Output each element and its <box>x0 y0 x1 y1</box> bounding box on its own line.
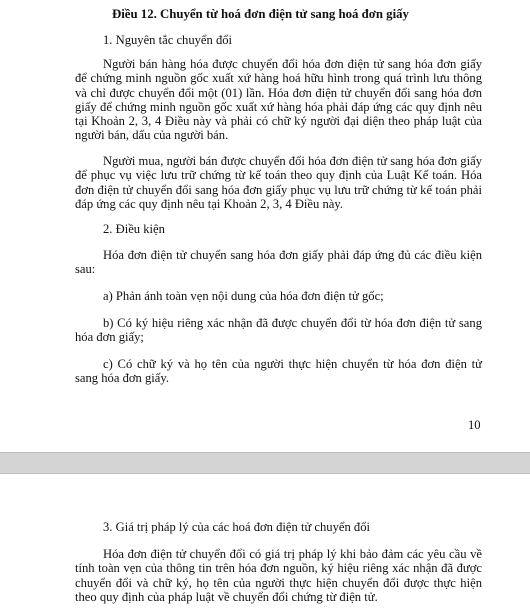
section-2-paragraph-block <box>75 248 482 277</box>
section-1-paragraph-1-block <box>75 57 482 143</box>
section-1-heading-block <box>75 33 482 47</box>
page-number: 10 <box>468 418 481 432</box>
document-page-2 <box>0 474 530 614</box>
condition-item-a: a) Phản ánh toàn vẹn nội dung của hóa đơn điện tử gốc; <box>103 289 384 303</box>
section-3-paragraph-block <box>75 547 482 604</box>
section-3-heading: 3. Giá trị pháp lý của các hoá đơn điện tử chuyển đổi <box>103 520 371 534</box>
section-2-paragraph: Hóa đơn điện tử chuyển sang hóa đơn giấy phải đáp ứng đủ các điều kiện sau: <box>75 248 482 277</box>
section-1-paragraph-2-block <box>75 154 482 211</box>
section-2-heading-block <box>75 222 482 236</box>
article-title: Điều 12. Chuyển từ hoá đơn điện tử sang hoá đơn giấy <box>112 7 409 21</box>
page-break-gap <box>0 452 530 474</box>
section-1-paragraph-1: Người bán hàng hóa được chuyển đổi hóa đơn điện tử sang hóa đơn giấy để chứng minh nguồn gốc xuất xứ hàng hoá hữu hình trong quá trình lưu thông và chỉ được chuyển đổi một (01) lần. Hóa đơn điện tử chuyển đổi sang hóa đơn giấy để chứng minh nguồn gốc xuất xứ hàng hóa phải đáp ứng các quy định nêu tại Khoản 2, 3, 4 Điều này và phải có chữ ký người đại diện theo pháp luật của người bán, dấu của người bán. <box>75 57 482 143</box>
section-1-heading: 1. Nguyên tắc chuyển đổi <box>103 33 233 47</box>
section-2-heading: 2. Điều kiện <box>103 222 165 236</box>
section-1-paragraph-2: Người mua, người bán được chuyển đổi hóa đơn điện tử sang hóa đơn giấy để phục vụ việc lưu trữ chứng từ kế toán theo quy định của Luật Kế toán. Hóa đơn điện tử chuyển đổi sang hóa đơn giấy phục vụ lưu trữ chứng từ kế toán phải đáp ứng các quy định nêu tại Khoản 2, 3, 4 Điều này. <box>75 154 482 211</box>
section-3-paragraph: Hóa đơn điện tử chuyển đổi có giá trị pháp lý khi bảo đảm các yêu cầu về tính toàn vẹn của thông tin trên hóa đơn nguồn, ký hiệu riêng xác nhận đã được chuyển đổi và chữ ký, họ tên của người thực hiện chuyển đổi được thực hiện theo quy định của pháp luật về chuyển đổi chứng từ điện tử. <box>75 547 482 604</box>
condition-item-c: c) Có chữ ký và họ tên của người thực hiện chuyển từ hóa đơn điện tử sang hóa đơn giấy. <box>75 357 482 386</box>
item-b-block <box>75 316 482 345</box>
condition-item-b: b) Có ký hiệu riêng xác nhận đã được chuyển đổi từ hóa đơn điện tử sang hóa đơn giấy; <box>75 316 482 345</box>
item-c-block <box>75 357 482 386</box>
section-3-heading-block <box>75 520 482 534</box>
item-a-block <box>75 289 482 303</box>
